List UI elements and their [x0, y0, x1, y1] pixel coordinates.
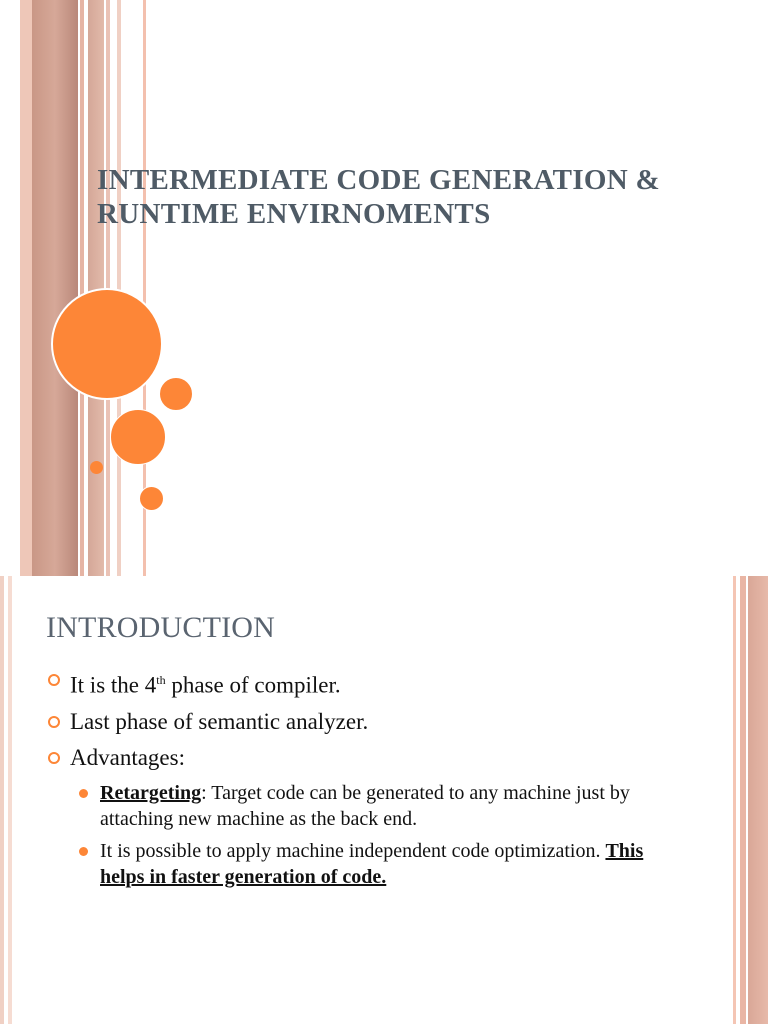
slide-heading: INTRODUCTION	[46, 611, 276, 644]
bullet-dot-icon	[79, 789, 88, 798]
stripe-decoration	[748, 576, 768, 1024]
sub-list-item: It is possible to apply machine independent code optimization. This helps in faster generation of code.	[46, 838, 660, 890]
stripe-decoration	[20, 0, 32, 576]
list-item: Last phase of semantic analyzer.	[46, 708, 686, 736]
list-item: It is the 4th phase of compiler.	[46, 666, 686, 700]
bullet-list	[46, 666, 686, 896]
title-line-2: RUNTIME ENVIRNOMENTS	[97, 198, 491, 230]
sub-list-item: Retargeting: Target code can be generated to any machine just by attaching new machine as the back end.	[46, 780, 660, 832]
bullet-icon	[48, 752, 60, 764]
stripe-decoration	[740, 576, 746, 1024]
stripe-decoration	[733, 576, 736, 1024]
bullet-icon	[48, 716, 60, 728]
bullet-icon	[48, 674, 60, 686]
title-line-1: INTERMEDIATE CODE GENERATION &	[97, 164, 661, 196]
decorative-circle	[159, 377, 193, 411]
stripe-decoration	[80, 0, 84, 576]
slide-introduction	[0, 576, 768, 1024]
bullet-dot-icon	[79, 847, 88, 856]
decorative-circle	[110, 409, 166, 465]
stripe-decoration	[32, 0, 78, 576]
decorative-circle	[90, 461, 103, 474]
decorative-circle	[51, 288, 163, 400]
stripe-decoration	[0, 576, 4, 1024]
stripe-decoration	[117, 0, 121, 576]
slide-title-text	[97, 163, 737, 231]
stripe-decoration	[8, 576, 12, 1024]
list-item: Advantages:	[46, 744, 686, 772]
decorative-circle	[139, 486, 164, 511]
